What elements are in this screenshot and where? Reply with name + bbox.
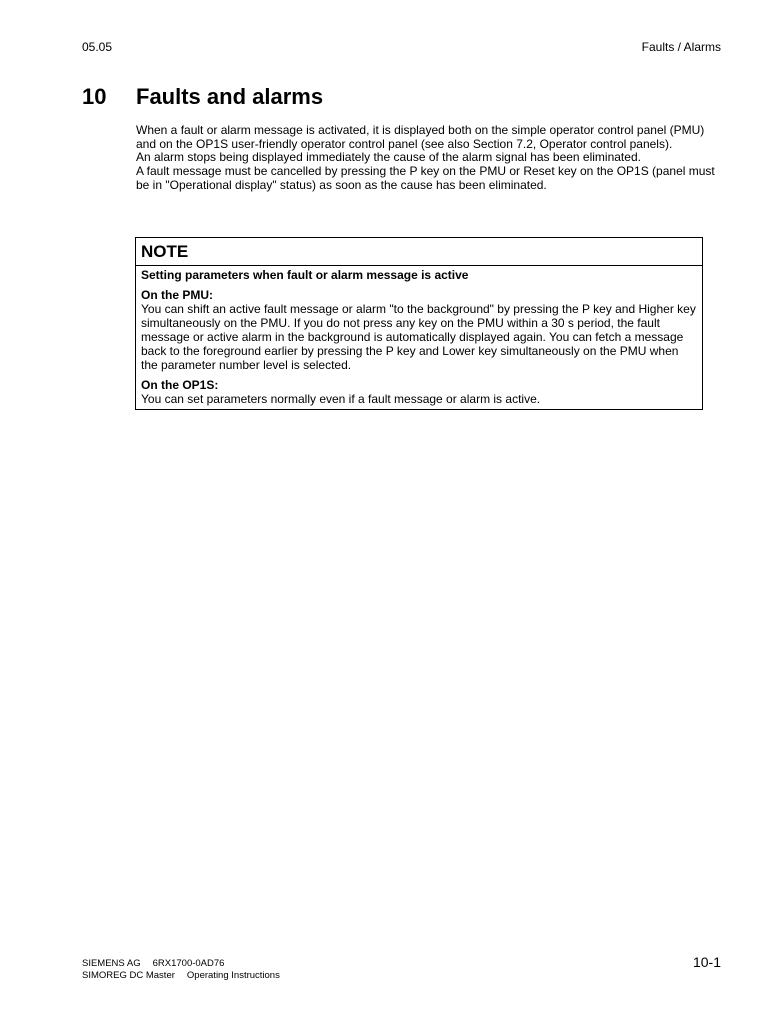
note-subject: Setting parameters when fault or alarm message is active — [141, 268, 469, 282]
page-number: 10-1 — [692, 954, 721, 970]
chapter-number: 10 — [82, 84, 107, 109]
header-date: 05.05 — [82, 40, 113, 54]
footer-line-2 — [82, 970, 280, 982]
note-title: NOTE — [136, 238, 702, 266]
header-section-title: Faults / Alarms — [641, 40, 721, 54]
note-section-title-op1s: On the OP1S: — [141, 378, 219, 392]
intro-paragraph: An alarm stops being displayed immediately the cause of the alarm signal has been eliminated. — [136, 150, 641, 165]
note-body — [136, 266, 702, 409]
footer-product: SIMOREG DC Master — [82, 970, 175, 981]
note-box — [135, 237, 703, 410]
note-section-text-pmu: You can shift an active fault message or alarm "to the background" by pressing the P key and Higher key simultaneously on the PMU. If you do not press any key on the PMU within a 30 s period, the fault message or active alarm in the background is automatically displayed again. You can fetch a message back to the foreground earlier by pressing the P key and Lower key simultaneously on the PMU when the parameter number level is selected. — [141, 302, 696, 372]
footer-document-type: Operating Instructions — [186, 970, 280, 981]
intro-paragraph: When a fault or alarm message is activated, it is displayed both on the simple operator control panel (PMU) and on the OP1S user-friendly operator control panel (see also Section 7.2, Operator control panels). — [136, 123, 705, 151]
footer-info — [82, 958, 280, 982]
note-section-text-op1s: You can set parameters normally even if a fault message or alarm is active. — [141, 392, 541, 406]
chapter-title: Faults and alarms — [136, 84, 324, 109]
footer-order-number: 6RX1700-0AD76 — [152, 958, 225, 969]
footer-line-1 — [82, 958, 280, 970]
intro-text — [136, 124, 716, 193]
note-section-title-pmu: On the PMU: — [141, 288, 213, 302]
chapter-heading — [82, 84, 722, 110]
footer-company: SIEMENS AG — [82, 958, 141, 969]
intro-paragraph: A fault message must be cancelled by pressing the P key on the PMU or Reset key on the OP1S (panel must be in "Operational display" status) as soon as the cause has been eliminated. — [136, 164, 715, 192]
